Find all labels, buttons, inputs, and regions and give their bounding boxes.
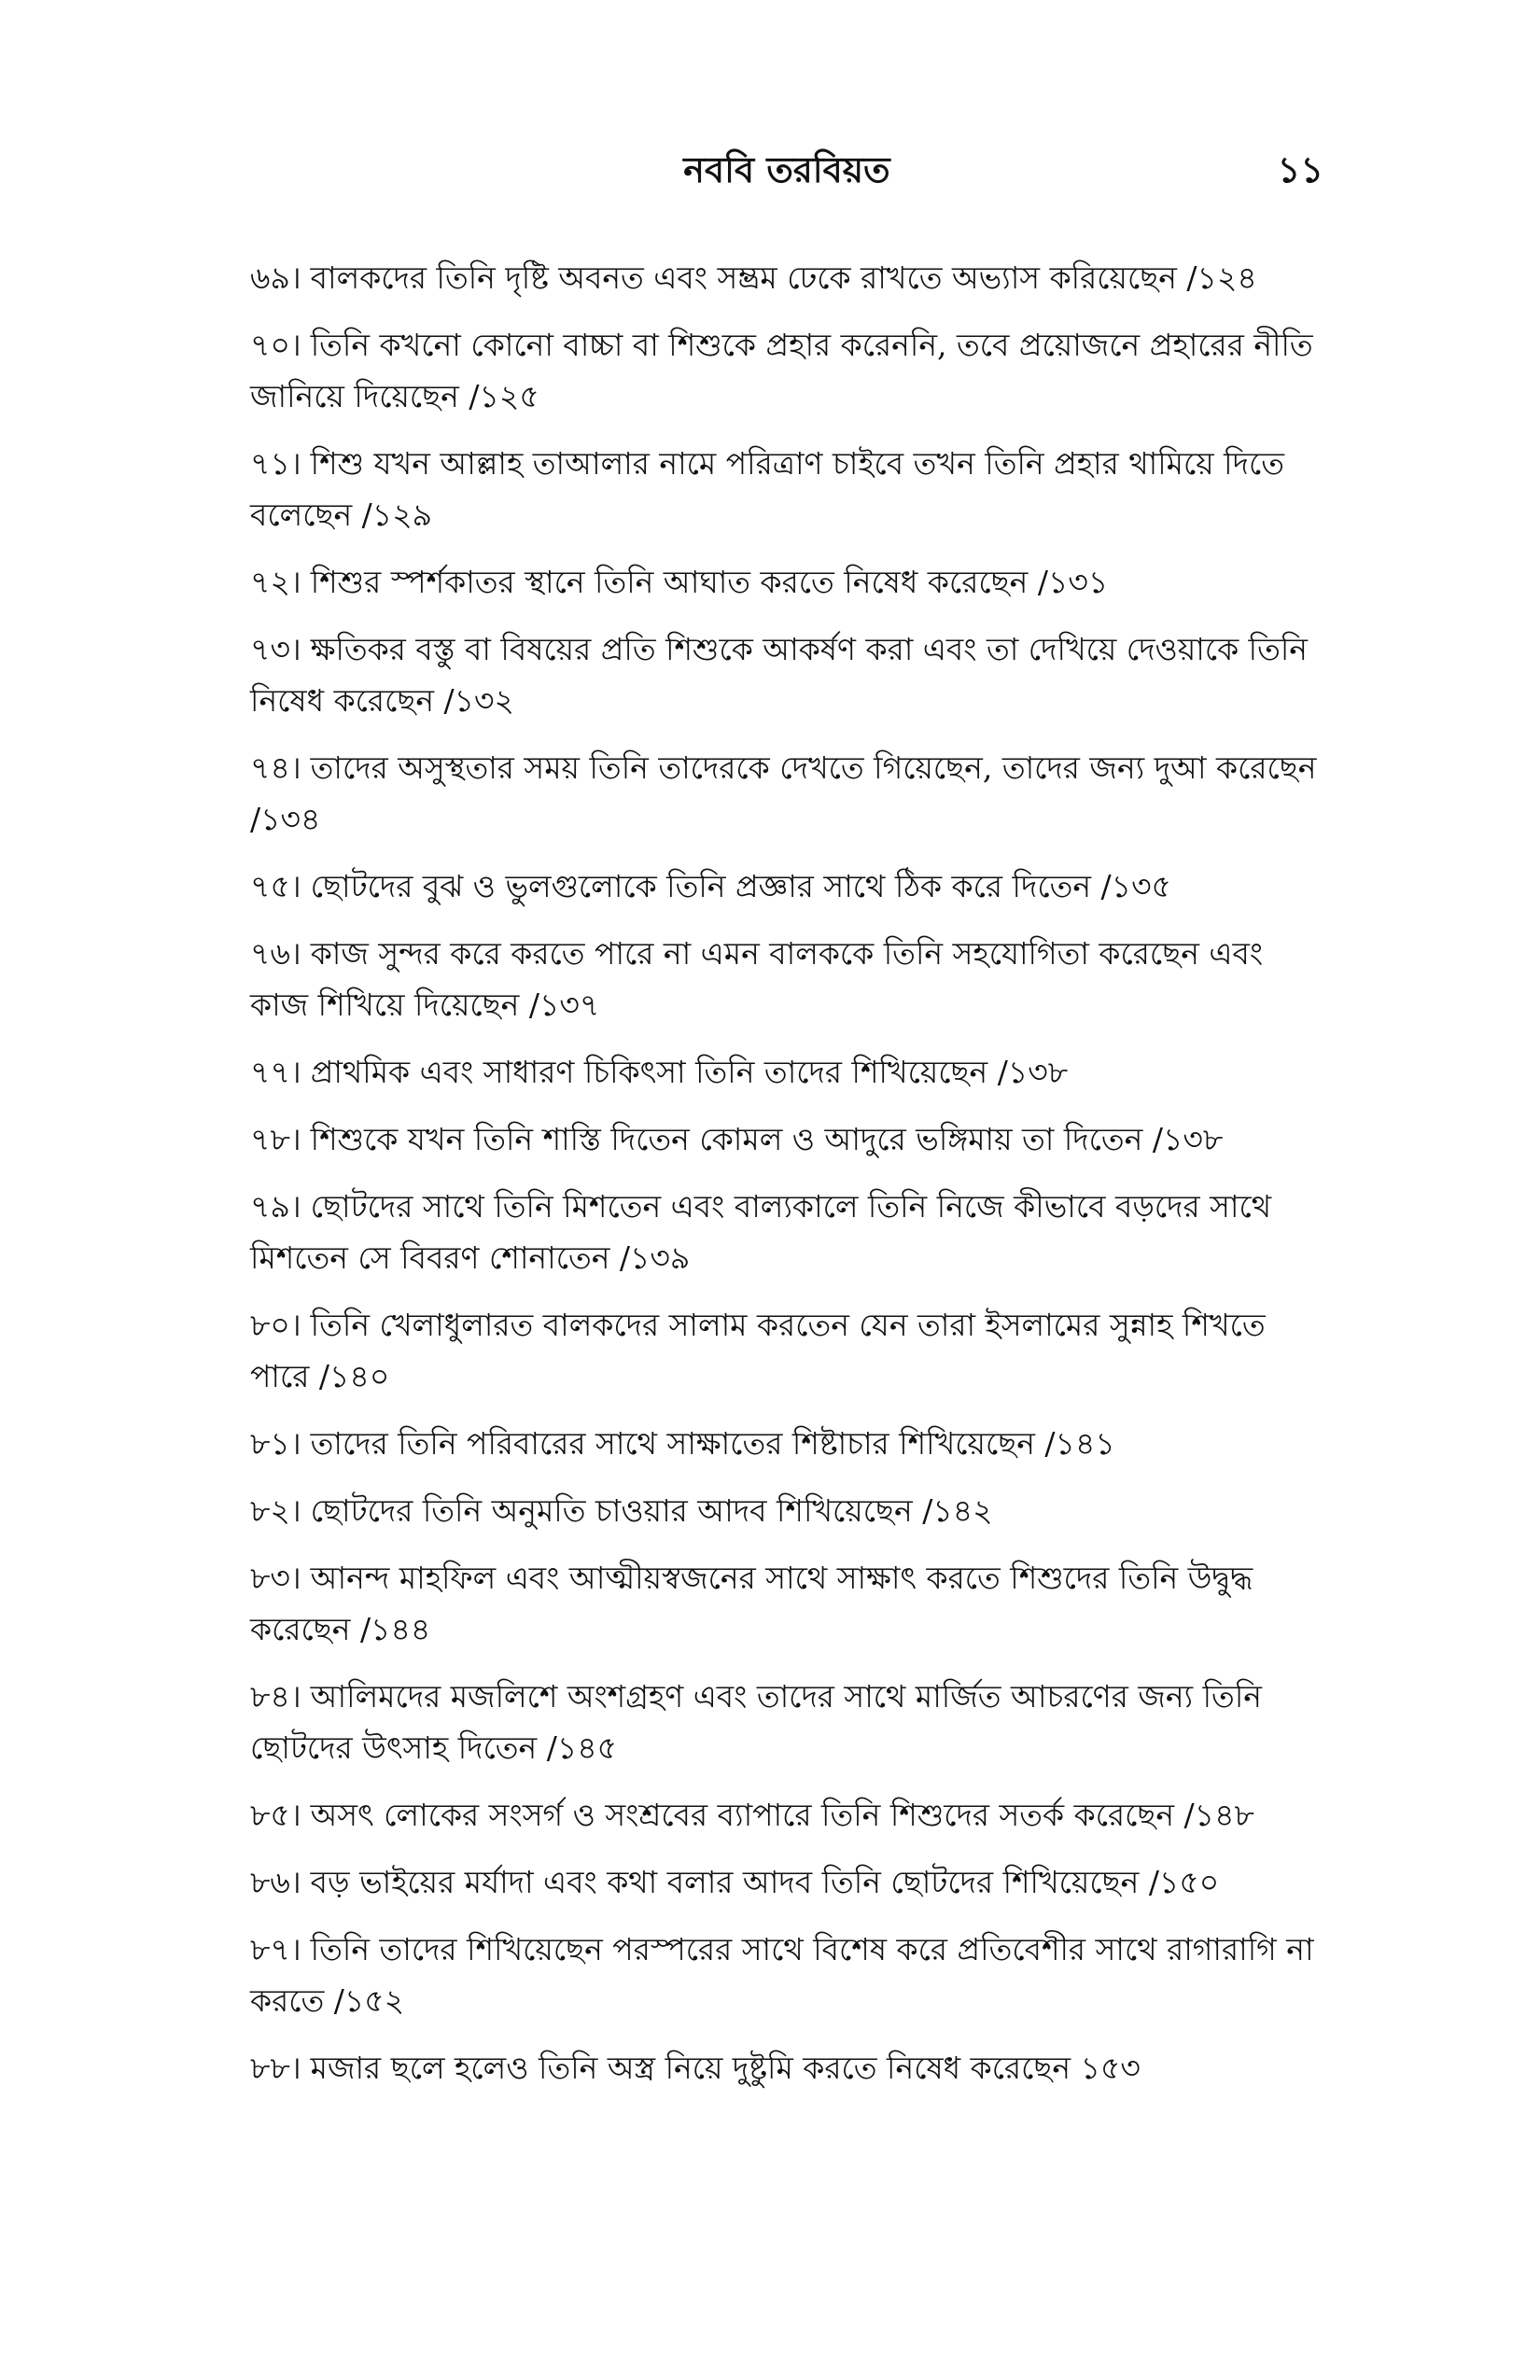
entry-text: প্রাথমিক এবং সাধারণ চিকিৎসা তিনি তাদের শিখিয়েছেন /১৩৮ — [310, 1054, 1069, 1090]
entry-text: ছোটদের সাথে তিনি মিশতেন এবং বাল্যকালে তিনি নিজে কীভাবে বড়দের সাথে মিশতেন সে বিবরণ শোনাতেন /১৩৯ — [250, 1188, 1272, 1276]
entry-text: কাজ সুন্দর করে করতে পারে না এমন বালককে তিনি সহযোগিতা করেছেন এবং কাজ শিখিয়ে দিয়েছেন /১৩৭ — [250, 935, 1264, 1023]
list-item — [250, 861, 1323, 912]
entry-text: তিনি তাদের শিখিয়েছেন পরস্পরের সাথে বিশেষ করে প্রতিবেশীর সাথে রাগারাগি না করতে /১৫২ — [250, 1931, 1314, 2019]
list-item — [250, 1924, 1323, 2026]
list-item — [250, 1485, 1323, 1536]
list-item — [250, 1671, 1323, 1773]
list-item — [250, 742, 1323, 845]
entry-number: ৮৮। — [250, 2050, 301, 2086]
entry-number: ৮১। — [250, 1425, 301, 1462]
entry-text: ছোটদের বুঝ ও ভুলগুলোকে তিনি প্রজ্ঞার সাথে ঠিক করে দিতেন /১৩৫ — [310, 868, 1171, 904]
entry-number: ৭৩। — [250, 631, 301, 667]
entry-text: তিনি খেলাধুলারত বালকদের সালাম করতেন যেন তারা ইসলামের সুন্নাহ শিখতে পারে /১৪০ — [250, 1307, 1266, 1394]
list-item — [250, 1552, 1323, 1655]
list-item — [250, 1181, 1323, 1283]
entry-number: ৭০। — [250, 327, 301, 363]
list-item — [250, 1789, 1323, 1841]
entry-number: ৭১। — [250, 445, 301, 482]
entry-text: আলিমদের মজলিশে অংশগ্রহণ এবং তাদের সাথে মার্জিত আচরণের জন্য তিনি ছোটদের উৎসাহ দিতেন /১৪৫ — [250, 1678, 1262, 1766]
entry-text: শিশুকে যখন তিনি শাস্তি দিতেন কোমল ও আদুরে ভঙ্গিমায় তা দিতেন /১৩৮ — [310, 1121, 1224, 1157]
entry-text: মজার ছলে হলেও তিনি অস্ত্র নিয়ে দুষ্টুমি করতে নিষেধ করেছেন ১৫৩ — [310, 2050, 1141, 2086]
list-item — [250, 556, 1323, 608]
entry-number: ৭২। — [250, 564, 301, 600]
entry-number: ৭৭। — [250, 1054, 301, 1090]
entry-number: ৭৮। — [250, 1121, 301, 1157]
list-item — [250, 438, 1323, 540]
entry-number: ৮৭। — [250, 1931, 301, 1967]
entry-text: ছোটদের তিনি অনুমতি চাওয়ার আদব শিখিয়েছেন /১৪২ — [310, 1492, 993, 1529]
list-item — [250, 1113, 1323, 1165]
entry-text: তাদের তিনি পরিবারের সাথে সাক্ষাতের শিষ্টাচার শিখিয়েছেন /১৪১ — [310, 1425, 1115, 1462]
entry-number: ৮০। — [250, 1307, 301, 1343]
list-item — [250, 1418, 1323, 1469]
entry-number: ৮৪। — [250, 1678, 301, 1715]
entry-number: ৭৯। — [250, 1188, 301, 1225]
page-number: ১১ — [1277, 148, 1323, 190]
list-item — [250, 623, 1323, 726]
entry-number: ৭৫। — [250, 868, 301, 904]
entry-text: অসৎ লোকের সংসর্গ ও সংশ্রবের ব্যাপারে তিনি শিশুদের সতর্ক করেছেন /১৪৮ — [310, 1797, 1254, 1833]
entry-text: বালকদের তিনি দৃষ্টি অবনত এবং সম্ভ্রম ঢেকে রাখতে অভ্যাস করিয়েছেন /১২৪ — [310, 259, 1257, 296]
entry-text: শিশু যখন আল্লাহ তাআলার নামে পরিত্রাণ চাইবে তখন তিনি প্রহার থামিয়ে দিতে বলেছেন /১২৯ — [250, 445, 1284, 533]
entry-number: ৭৪। — [250, 749, 301, 786]
page-title: নববি তরবিয়ত — [683, 148, 890, 190]
list-item — [250, 1046, 1323, 1098]
entry-text: তিনি কখনো কোনো বাচ্চা বা শিশুকে প্রহার করেননি, তবে প্রয়োজনে প্রহারের নীতি জানিয়ে দিয়েছেন /১২৫ — [250, 327, 1313, 414]
list-item — [250, 2042, 1323, 2093]
entry-number: ৮৬। — [250, 1864, 301, 1900]
contents-list — [250, 252, 1323, 2109]
entry-text: ক্ষতিকর বস্তু বা বিষয়ের প্রতি শিশুকে আকর্ষণ করা এবং তা দেখিয়ে দেওয়াকে তিনি নিষেধ করেছেন /১৩২ — [250, 631, 1309, 719]
entry-text: তাদের অসুস্থতার সময় তিনি তাদেরকে দেখতে গিয়েছেন, তাদের জন্য দুআ করেছেন /১৩৪ — [250, 749, 1317, 837]
list-item — [250, 252, 1323, 303]
list-item — [250, 1299, 1323, 1402]
list-item — [250, 319, 1323, 422]
list-item — [250, 928, 1323, 1030]
entry-text: শিশুর স্পর্শকাতর স্থানে তিনি আঘাত করতে নিষেধ করেছেন /১৩১ — [310, 564, 1109, 600]
entry-number: ৭৬। — [250, 935, 301, 972]
entry-number: ৮৩। — [250, 1560, 301, 1596]
entry-text: বড় ভাইয়ের মর্যাদা এবং কথা বলার আদব তিনি ছোটদের শিখিয়েছেন /১৫০ — [310, 1864, 1220, 1900]
list-item — [250, 1856, 1323, 1908]
entry-text: আনন্দ মাহফিল এবং আত্মীয়স্বজনের সাথে সাক্ষাৎ করতে শিশুদের তিনি উদ্বুদ্ধ করেছেন /১৪৪ — [250, 1560, 1253, 1647]
entry-number: ৮৫। — [250, 1797, 301, 1833]
running-header — [250, 142, 1323, 198]
entry-number: ৬৯। — [250, 259, 301, 296]
entry-number: ৮২। — [250, 1492, 301, 1529]
